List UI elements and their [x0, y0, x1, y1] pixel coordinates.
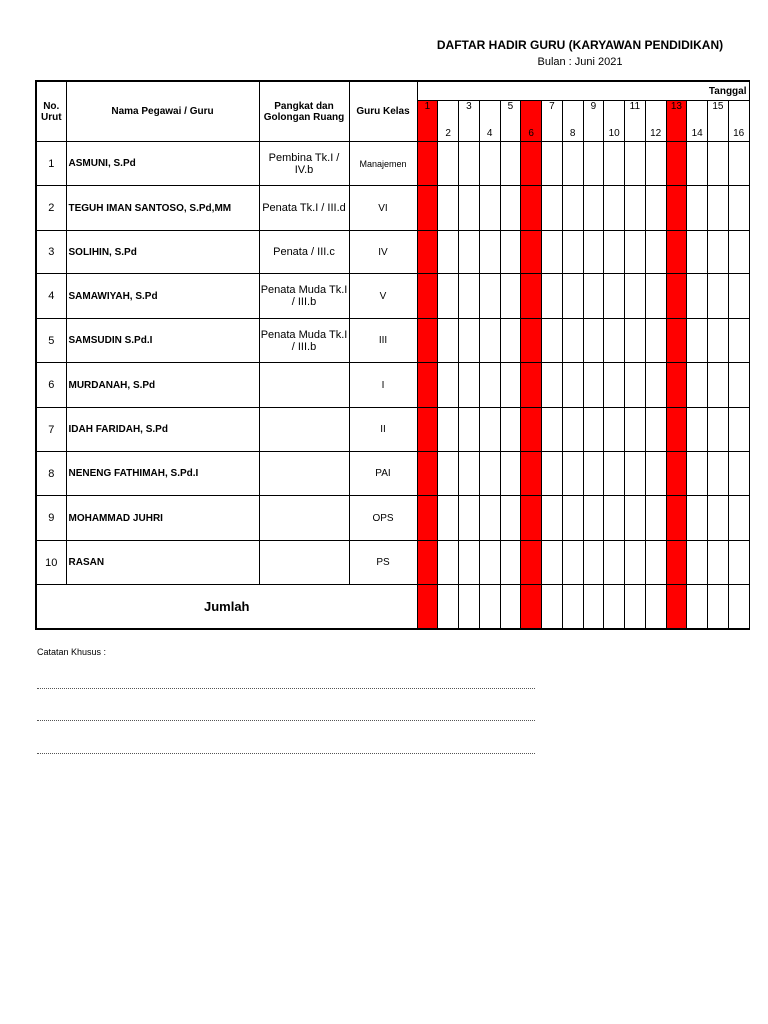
attendance-cell[interactable] [645, 142, 666, 186]
attendance-cell[interactable] [666, 452, 687, 496]
attendance-cell[interactable] [417, 231, 438, 274]
attendance-cell[interactable] [438, 541, 459, 585]
table-row [36, 408, 749, 452]
class-assignment: III [349, 319, 417, 363]
attendance-cell[interactable] [666, 496, 687, 541]
attendance-cell[interactable] [479, 186, 500, 231]
attendance-cell[interactable] [708, 408, 729, 452]
attendance-cell[interactable] [459, 142, 480, 186]
attendance-cell[interactable] [708, 319, 729, 363]
attendance-cell[interactable] [521, 142, 542, 186]
jumlah-label: Jumlah [36, 585, 417, 629]
table-row [36, 496, 749, 541]
header-tanggal: Tanggal [417, 81, 749, 101]
rank-grade [259, 541, 349, 585]
attendance-cell[interactable] [438, 186, 459, 231]
teacher-name: TEGUH IMAN SANTOSO, S.Pd,MM [66, 186, 259, 231]
attendance-cell[interactable] [417, 452, 438, 496]
attendance-cell[interactable] [666, 231, 687, 274]
teacher-name: IDAH FARIDAH, S.Pd [66, 408, 259, 452]
table-row [36, 319, 749, 363]
class-assignment: PS [349, 541, 417, 585]
attendance-cell[interactable] [562, 186, 583, 231]
attendance-cell[interactable] [542, 186, 563, 231]
attendance-cell[interactable] [583, 142, 604, 186]
total-cell[interactable] [542, 585, 563, 629]
table-row [36, 541, 749, 585]
attendance-cell[interactable] [459, 274, 480, 319]
rank-grade: Penata Muda Tk.I / III.b [259, 274, 349, 319]
total-cell[interactable] [417, 585, 438, 629]
attendance-cell[interactable] [604, 142, 625, 186]
attendance-cell[interactable] [604, 231, 625, 274]
day-number: 5 [500, 101, 521, 122]
attendance-cell[interactable] [562, 319, 583, 363]
day-header-cell [417, 121, 438, 142]
attendance-cell[interactable] [500, 186, 521, 231]
notes-label: Catatan Khusus : [37, 647, 107, 657]
row-number: 4 [36, 274, 66, 319]
class-assignment: Manajemen [349, 142, 417, 186]
header-pangkat: Pangkat dan Golongan Ruang [259, 81, 349, 142]
attendance-cell[interactable] [417, 142, 438, 186]
attendance-cell[interactable] [625, 363, 646, 408]
attendance-cell[interactable] [459, 363, 480, 408]
attendance-cell[interactable] [521, 452, 542, 496]
attendance-cell[interactable] [687, 142, 708, 186]
attendance-cell[interactable] [479, 274, 500, 319]
row-number: 9 [36, 496, 66, 541]
day-header-cell [687, 101, 708, 122]
attendance-cell[interactable] [521, 541, 542, 585]
attendance-cell[interactable] [728, 186, 749, 231]
attendance-cell[interactable] [583, 363, 604, 408]
day-header-cell [666, 121, 687, 142]
attendance-cell[interactable] [645, 274, 666, 319]
class-assignment: I [349, 363, 417, 408]
table-row [36, 186, 749, 231]
day-number: 7 [542, 101, 563, 122]
total-cell[interactable] [625, 585, 646, 629]
attendance-cell[interactable] [500, 452, 521, 496]
attendance-cell[interactable] [728, 274, 749, 319]
attendance-cell[interactable] [542, 452, 563, 496]
day-header-cell [479, 101, 500, 122]
day-number: 14 [687, 121, 708, 142]
attendance-cell[interactable] [438, 142, 459, 186]
attendance-cell[interactable] [438, 274, 459, 319]
class-assignment: IV [349, 231, 417, 274]
total-row [36, 585, 749, 629]
attendance-cell[interactable] [645, 496, 666, 541]
attendance-cell[interactable] [604, 452, 625, 496]
day-header-cell [459, 121, 480, 142]
attendance-cell[interactable] [459, 319, 480, 363]
total-cell[interactable] [459, 585, 480, 629]
attendance-cell[interactable] [625, 541, 646, 585]
attendance-cell[interactable] [542, 319, 563, 363]
attendance-cell[interactable] [438, 452, 459, 496]
attendance-cell[interactable] [542, 496, 563, 541]
attendance-cell[interactable] [666, 274, 687, 319]
attendance-cell[interactable] [583, 319, 604, 363]
attendance-cell[interactable] [728, 363, 749, 408]
day-number: 12 [645, 121, 666, 142]
attendance-cell[interactable] [645, 186, 666, 231]
day-number: 16 [728, 121, 749, 142]
attendance-cell[interactable] [562, 274, 583, 319]
attendance-cell[interactable] [687, 319, 708, 363]
attendance-cell[interactable] [479, 541, 500, 585]
attendance-cell[interactable] [728, 496, 749, 541]
total-cell[interactable] [479, 585, 500, 629]
attendance-cell[interactable] [666, 541, 687, 585]
attendance-cell[interactable] [500, 496, 521, 541]
header-guru-kelas: Guru Kelas [349, 81, 417, 142]
attendance-cell[interactable] [604, 319, 625, 363]
attendance-cell[interactable] [645, 452, 666, 496]
attendance-cell[interactable] [500, 231, 521, 274]
attendance-cell[interactable] [645, 231, 666, 274]
attendance-cell[interactable] [521, 363, 542, 408]
rank-grade: Penata Tk.I / III.d [259, 186, 349, 231]
day-number: 8 [562, 121, 583, 142]
attendance-cell[interactable] [500, 408, 521, 452]
day-header-cell [708, 121, 729, 142]
attendance-cell[interactable] [625, 231, 646, 274]
day-number: 1 [417, 101, 438, 122]
attendance-cell[interactable] [459, 452, 480, 496]
row-number: 2 [36, 186, 66, 231]
attendance-cell[interactable] [438, 496, 459, 541]
attendance-cell[interactable] [521, 186, 542, 231]
attendance-cell[interactable] [583, 186, 604, 231]
attendance-cell[interactable] [604, 496, 625, 541]
attendance-cell[interactable] [645, 363, 666, 408]
attendance-cell[interactable] [562, 231, 583, 274]
attendance-cell[interactable] [666, 408, 687, 452]
class-assignment: OPS [349, 496, 417, 541]
table-row [36, 274, 749, 319]
attendance-cell[interactable] [728, 319, 749, 363]
attendance-cell[interactable] [521, 319, 542, 363]
attendance-cell[interactable] [728, 142, 749, 186]
day-header-cell [625, 121, 646, 142]
attendance-cell[interactable] [583, 496, 604, 541]
class-assignment: V [349, 274, 417, 319]
day-number: 9 [583, 101, 604, 122]
teacher-name: SOLIHIN, S.Pd [66, 231, 259, 274]
attendance-cell[interactable] [500, 541, 521, 585]
attendance-cell[interactable] [542, 408, 563, 452]
attendance-cell[interactable] [438, 363, 459, 408]
attendance-cell[interactable] [459, 496, 480, 541]
attendance-cell[interactable] [542, 274, 563, 319]
attendance-cell[interactable] [625, 452, 646, 496]
rank-grade: Penata / III.c [259, 231, 349, 274]
day-number: 3 [459, 101, 480, 122]
attendance-cell[interactable] [459, 408, 480, 452]
teacher-name: RASAN [66, 541, 259, 585]
class-assignment: PAI [349, 452, 417, 496]
day-header-cell [438, 101, 459, 122]
attendance-cell[interactable] [666, 186, 687, 231]
attendance-cell[interactable] [687, 408, 708, 452]
attendance-cell[interactable] [687, 452, 708, 496]
attendance-cell[interactable] [583, 274, 604, 319]
total-cell[interactable] [521, 585, 542, 629]
header-no-urut: No. Urut [36, 81, 66, 142]
day-header-cell [604, 101, 625, 122]
attendance-cell[interactable] [708, 231, 729, 274]
total-cell[interactable] [562, 585, 583, 629]
attendance-cell[interactable] [708, 452, 729, 496]
attendance-cell[interactable] [479, 363, 500, 408]
attendance-cell[interactable] [438, 319, 459, 363]
attendance-cell[interactable] [417, 496, 438, 541]
attendance-cell[interactable] [417, 363, 438, 408]
total-cell[interactable] [666, 585, 687, 629]
teacher-name: ASMUNI, S.Pd [66, 142, 259, 186]
attendance-cell[interactable] [459, 541, 480, 585]
attendance-cell[interactable] [625, 319, 646, 363]
attendance-cell[interactable] [479, 231, 500, 274]
page-title: DAFTAR HADIR GURU (KARYAWAN PENDIDIKAN) [436, 38, 724, 52]
day-number: 11 [625, 101, 646, 122]
total-cell[interactable] [604, 585, 625, 629]
attendance-table [35, 80, 750, 630]
table-row [36, 231, 749, 274]
attendance-cell[interactable] [500, 274, 521, 319]
class-assignment: VI [349, 186, 417, 231]
total-cell[interactable] [728, 585, 749, 629]
day-header-cell [521, 101, 542, 122]
table-row [36, 363, 749, 408]
attendance-cell[interactable] [604, 541, 625, 585]
day-header-cell [562, 101, 583, 122]
attendance-cell[interactable] [459, 186, 480, 231]
header-nama: Nama Pegawai / Guru [66, 81, 259, 142]
total-cell[interactable] [645, 585, 666, 629]
attendance-cell[interactable] [625, 274, 646, 319]
attendance-cell[interactable] [625, 408, 646, 452]
day-number: 6 [521, 121, 542, 142]
attendance-cell[interactable] [500, 363, 521, 408]
attendance-cell[interactable] [417, 319, 438, 363]
attendance-cell[interactable] [562, 408, 583, 452]
day-number: 10 [604, 121, 625, 142]
row-number: 5 [36, 319, 66, 363]
class-assignment: II [349, 408, 417, 452]
attendance-cell[interactable] [728, 541, 749, 585]
attendance-cell[interactable] [687, 541, 708, 585]
attendance-cell[interactable] [666, 319, 687, 363]
attendance-cell[interactable] [604, 186, 625, 231]
attendance-cell[interactable] [521, 408, 542, 452]
attendance-cell[interactable] [521, 274, 542, 319]
attendance-cell[interactable] [562, 363, 583, 408]
attendance-cell[interactable] [479, 142, 500, 186]
attendance-cell[interactable] [479, 496, 500, 541]
notes-line[interactable] [37, 753, 535, 754]
teacher-name: MOHAMMAD JUHRI [66, 496, 259, 541]
attendance-cell[interactable] [500, 319, 521, 363]
total-cell[interactable] [687, 585, 708, 629]
total-cell[interactable] [708, 585, 729, 629]
attendance-cell[interactable] [417, 186, 438, 231]
attendance-cell[interactable] [687, 186, 708, 231]
row-number: 7 [36, 408, 66, 452]
page-subtitle: Bulan : Juni 2021 [537, 56, 623, 68]
day-header-cell [645, 101, 666, 122]
teacher-name: SAMAWIYAH, S.Pd [66, 274, 259, 319]
attendance-cell[interactable] [687, 231, 708, 274]
attendance-cell[interactable] [708, 541, 729, 585]
attendance-cell[interactable] [438, 408, 459, 452]
attendance-cell[interactable] [645, 319, 666, 363]
attendance-cell[interactable] [625, 186, 646, 231]
day-number: 4 [479, 121, 500, 142]
rank-grade [259, 408, 349, 452]
day-header-cell [583, 121, 604, 142]
attendance-cell[interactable] [666, 142, 687, 186]
attendance-cell[interactable] [417, 408, 438, 452]
attendance-cell[interactable] [479, 452, 500, 496]
attendance-cell[interactable] [687, 496, 708, 541]
attendance-cell[interactable] [708, 142, 729, 186]
attendance-cell[interactable] [583, 541, 604, 585]
attendance-cell[interactable] [687, 274, 708, 319]
row-number: 8 [36, 452, 66, 496]
total-cell[interactable] [583, 585, 604, 629]
teacher-name: NENENG FATHIMAH, S.Pd.I [66, 452, 259, 496]
row-number: 1 [36, 142, 66, 186]
teacher-name: SAMSUDIN S.Pd.I [66, 319, 259, 363]
day-number: 15 [708, 101, 729, 122]
attendance-cell[interactable] [604, 408, 625, 452]
notes-line[interactable] [37, 720, 535, 721]
day-header-cell [728, 101, 749, 122]
attendance-cell[interactable] [562, 452, 583, 496]
total-cell[interactable] [438, 585, 459, 629]
attendance-cell[interactable] [479, 319, 500, 363]
attendance-cell[interactable] [500, 142, 521, 186]
attendance-cell[interactable] [562, 142, 583, 186]
attendance-cell[interactable] [728, 452, 749, 496]
attendance-cell[interactable] [583, 452, 604, 496]
attendance-cell[interactable] [625, 142, 646, 186]
teacher-name: MURDANAH, S.Pd [66, 363, 259, 408]
attendance-cell[interactable] [479, 408, 500, 452]
row-number: 3 [36, 231, 66, 274]
day-header-cell [500, 121, 521, 142]
attendance-cell[interactable] [728, 408, 749, 452]
attendance-cell[interactable] [542, 541, 563, 585]
attendance-cell[interactable] [604, 274, 625, 319]
attendance-cell[interactable] [583, 231, 604, 274]
attendance-cell[interactable] [708, 274, 729, 319]
table-row [36, 452, 749, 496]
rank-grade [259, 363, 349, 408]
attendance-cell[interactable] [708, 363, 729, 408]
rank-grade [259, 452, 349, 496]
day-header-cell [542, 121, 563, 142]
attendance-cell[interactable] [604, 363, 625, 408]
attendance-cell[interactable] [562, 541, 583, 585]
attendance-cell[interactable] [459, 231, 480, 274]
attendance-cell[interactable] [708, 186, 729, 231]
attendance-cell[interactable] [645, 541, 666, 585]
rank-grade: Penata Muda Tk.I / III.b [259, 319, 349, 363]
attendance-cell[interactable] [542, 363, 563, 408]
attendance-cell[interactable] [625, 496, 646, 541]
row-number: 10 [36, 541, 66, 585]
day-number: 13 [666, 101, 687, 122]
attendance-cell[interactable] [645, 408, 666, 452]
attendance-cell[interactable] [708, 496, 729, 541]
attendance-cell[interactable] [542, 142, 563, 186]
attendance-cell[interactable] [728, 231, 749, 274]
attendance-cell[interactable] [666, 363, 687, 408]
attendance-cell[interactable] [521, 231, 542, 274]
attendance-cell[interactable] [438, 231, 459, 274]
row-number: 6 [36, 363, 66, 408]
attendance-cell[interactable] [687, 363, 708, 408]
table-row [36, 142, 749, 186]
day-number: 2 [438, 121, 459, 142]
attendance-cell[interactable] [562, 496, 583, 541]
attendance-cell[interactable] [521, 496, 542, 541]
total-cell[interactable] [500, 585, 521, 629]
notes-line[interactable] [37, 688, 535, 689]
attendance-cell[interactable] [583, 408, 604, 452]
rank-grade: Pembina Tk.I / IV.b [259, 142, 349, 186]
attendance-cell[interactable] [542, 231, 563, 274]
rank-grade [259, 496, 349, 541]
attendance-cell[interactable] [417, 541, 438, 585]
attendance-cell[interactable] [417, 274, 438, 319]
